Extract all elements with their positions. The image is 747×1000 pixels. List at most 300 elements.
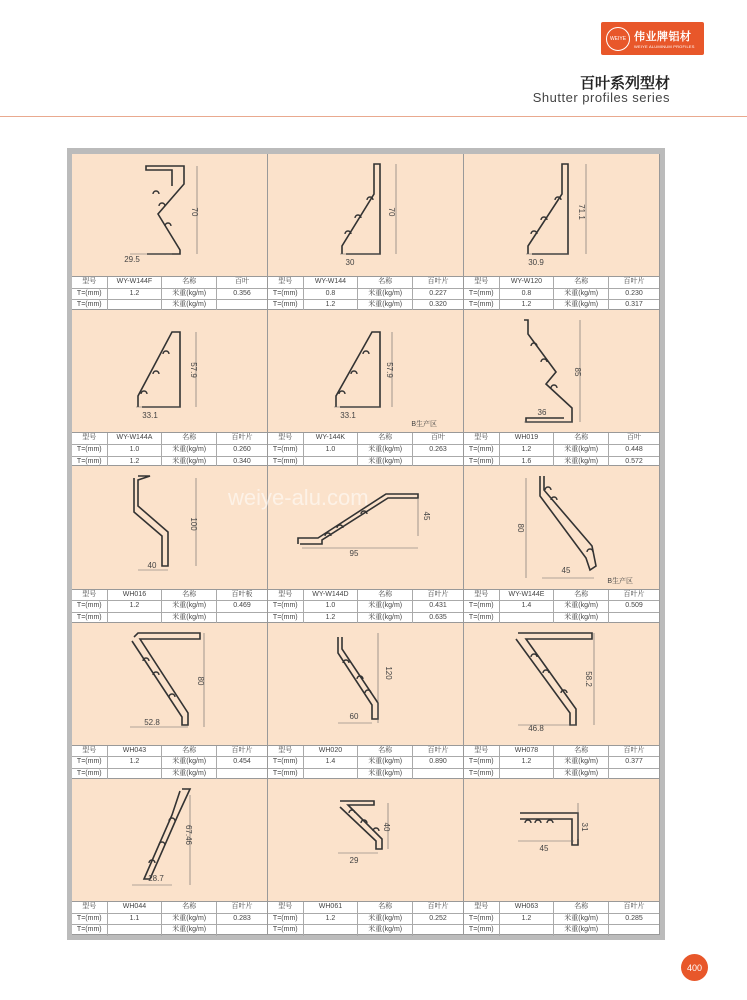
spec-cell: 名称 — [357, 746, 412, 757]
profile-outline — [516, 633, 592, 725]
spec-cell: 名称 — [357, 433, 412, 444]
dimension-width-label: 30 — [345, 258, 355, 267]
profile-hook — [141, 391, 147, 394]
profile-hook — [525, 820, 531, 823]
dimension-height-label: 45 — [422, 511, 431, 521]
profile-outline — [520, 813, 578, 845]
profile-outline — [144, 789, 190, 879]
spec-cell: T=(mm) — [272, 445, 298, 453]
spec-cell: T=(mm) — [272, 758, 298, 766]
spec-cell: 1.2 — [499, 757, 554, 768]
dimension-height-label: 80 — [196, 676, 205, 686]
spec-cell: 型号 — [278, 902, 293, 910]
spec-cell: 米重(kg/m) — [553, 925, 608, 936]
profile-grid — [72, 154, 660, 935]
spec-cell: 型号 — [82, 590, 97, 598]
spec-cell: 0.635 — [412, 613, 463, 624]
spec-row — [268, 902, 463, 914]
profile-spec-table — [72, 432, 267, 465]
spec-cell: 名称 — [553, 590, 608, 601]
spec-cell: 1.2 — [303, 613, 358, 624]
spec-cell: 0.572 — [608, 457, 659, 468]
profile-catalog-panel — [67, 148, 665, 940]
spec-cell: WH078 — [499, 746, 554, 757]
spec-cell: 名称 — [161, 590, 216, 601]
spec-cell: T=(mm) — [272, 289, 298, 297]
spec-cell: 米重(kg/m) — [161, 300, 216, 311]
spec-cell: 1.0 — [303, 445, 358, 456]
spec-cell: WY-W120 — [499, 277, 554, 288]
profile-card — [268, 154, 464, 310]
spec-cell: WY-W144F — [107, 277, 162, 288]
spec-cell: 1.4 — [303, 757, 358, 768]
profile-outline — [524, 320, 572, 422]
spec-cell: WY-W144A — [107, 433, 162, 444]
spec-cell: 1.2 — [107, 457, 162, 468]
spec-cell: 0.509 — [608, 601, 659, 612]
profile-outline — [146, 166, 184, 254]
profile-hook — [547, 820, 553, 823]
spec-row — [72, 289, 267, 301]
dimension-height-label: 70 — [190, 207, 199, 217]
profile-hook — [159, 203, 165, 206]
page-title-en: Shutter profiles series — [532, 90, 670, 105]
spec-cell: 0.8 — [499, 289, 554, 300]
profile-card — [464, 154, 660, 310]
spec-cell: 米重(kg/m) — [161, 289, 216, 300]
spec-cell: 型号 — [474, 590, 489, 598]
spec-cell — [412, 925, 463, 936]
spec-cell: WY-W144 — [303, 277, 358, 288]
dimension-height-label: 85 — [573, 367, 582, 377]
spec-cell: T=(mm) — [76, 914, 102, 922]
spec-cell — [107, 925, 162, 936]
spec-cell: 1.0 — [303, 601, 358, 612]
spec-cell: WH061 — [303, 902, 358, 913]
spec-cell: 百叶片 — [412, 590, 463, 601]
spec-cell: 米重(kg/m) — [161, 613, 216, 624]
spec-row — [464, 590, 659, 602]
dimension-width-label: 29.5 — [124, 255, 140, 264]
spec-cell: 米重(kg/m) — [357, 289, 412, 300]
profile-hook — [587, 549, 593, 552]
spec-cell: 米重(kg/m) — [553, 445, 608, 456]
spec-cell: 百叶片 — [216, 902, 267, 913]
profile-drawing — [464, 623, 659, 743]
dimension-height-label: 80 — [516, 523, 525, 533]
spec-row — [268, 914, 463, 926]
profile-drawing — [72, 154, 267, 274]
spec-cell: 0.263 — [412, 445, 463, 456]
spec-cell: 0.448 — [608, 445, 659, 456]
profile-card — [72, 154, 268, 310]
profile-outline — [132, 633, 200, 725]
dimension-height-label: 71.1 — [577, 204, 586, 220]
spec-cell: 米重(kg/m) — [357, 757, 412, 768]
spec-cell: T=(mm) — [468, 602, 494, 610]
spec-cell: 名称 — [161, 433, 216, 444]
spec-cell: WH044 — [107, 902, 162, 913]
spec-cell: 米重(kg/m) — [357, 613, 412, 624]
dimension-height-label: 100 — [189, 517, 198, 532]
spec-cell: 1.2 — [303, 914, 358, 925]
spec-cell: 米重(kg/m) — [357, 601, 412, 612]
spec-cell: 米重(kg/m) — [161, 769, 216, 780]
spec-cell: 0.431 — [412, 601, 463, 612]
spec-row — [72, 433, 267, 445]
spec-cell: 百叶 — [216, 277, 267, 288]
profile-outline — [540, 476, 596, 570]
spec-cell: 百叶 — [412, 433, 463, 444]
spec-row — [268, 601, 463, 613]
spec-cell: 名称 — [357, 902, 412, 913]
profile-drawing — [464, 779, 659, 899]
spec-cell: T=(mm) — [272, 602, 298, 610]
dimension-width-label: 30.9 — [528, 258, 544, 267]
spec-cell: 米重(kg/m) — [553, 601, 608, 612]
spec-cell: 名称 — [161, 277, 216, 288]
spec-row — [464, 277, 659, 289]
spec-cell: 名称 — [553, 746, 608, 757]
profile-hook — [351, 371, 357, 374]
spec-cell: 名称 — [161, 746, 216, 757]
spec-cell: T=(mm) — [272, 613, 298, 621]
spec-cell: 0.8 — [303, 289, 358, 300]
spec-row — [268, 277, 463, 289]
spec-cell: 0.283 — [216, 914, 267, 925]
profile-spec-table — [464, 745, 659, 778]
spec-cell: 0.285 — [608, 914, 659, 925]
profile-spec-table — [72, 276, 267, 309]
dimension-height-label: 31 — [580, 822, 589, 832]
spec-cell: 1.2 — [107, 601, 162, 612]
spec-cell: 型号 — [278, 590, 293, 598]
spec-row — [72, 914, 267, 926]
spec-cell: 百叶片 — [608, 590, 659, 601]
spec-cell: T=(mm) — [468, 445, 494, 453]
spec-cell: T=(mm) — [76, 457, 102, 465]
profile-card — [72, 310, 268, 466]
spec-cell: 米重(kg/m) — [161, 757, 216, 768]
spec-cell: WH019 — [499, 433, 554, 444]
watermark: weiye-alu.com — [228, 485, 369, 510]
spec-cell: 名称 — [357, 590, 412, 601]
profile-card — [464, 623, 660, 779]
profile-spec-table — [268, 745, 463, 778]
dimension-width-label: 28.7 — [148, 873, 164, 883]
profile-spec-table — [72, 589, 267, 622]
brand-tagline: WEIYE ALUMINUM PROFILES — [634, 44, 695, 49]
dimension-width-label: 33.1 — [142, 411, 158, 421]
spec-cell: 名称 — [357, 277, 412, 288]
profile-outline — [138, 332, 180, 407]
spec-cell: 0.454 — [216, 757, 267, 768]
spec-cell: 米重(kg/m) — [357, 457, 412, 468]
profile-spec-table — [72, 901, 267, 934]
spec-row — [72, 277, 267, 289]
spec-row — [268, 445, 463, 457]
spec-cell: T=(mm) — [76, 926, 102, 934]
profile-hook — [535, 820, 541, 823]
spec-cell: 名称 — [553, 902, 608, 913]
dimension-width-label: 29 — [349, 855, 359, 865]
spec-row — [268, 746, 463, 758]
profile-hook — [163, 351, 169, 354]
spec-cell: 0.227 — [412, 289, 463, 300]
production-zone-tag: B生产区 — [411, 421, 437, 429]
profile-hook — [153, 371, 159, 374]
profile-hook — [153, 191, 159, 194]
spec-cell: 型号 — [474, 434, 489, 442]
profile-card — [268, 779, 464, 935]
spec-row — [72, 601, 267, 613]
profile-card — [72, 779, 268, 935]
dimension-height-label: 57.9 — [189, 362, 198, 378]
spec-cell: 型号 — [474, 902, 489, 910]
spec-cell: 0.356 — [216, 289, 267, 300]
spec-cell: WH063 — [499, 902, 554, 913]
dimension-width-label: 45 — [539, 843, 549, 853]
spec-cell: T=(mm) — [468, 457, 494, 465]
dimension-height-label: 70 — [387, 207, 396, 217]
spec-cell: T=(mm) — [468, 301, 494, 309]
spec-row — [268, 590, 463, 602]
profile-drawing — [72, 623, 267, 743]
spec-cell: 1.2 — [499, 445, 554, 456]
spec-row — [464, 902, 659, 914]
profile-drawing — [464, 466, 659, 586]
profile-spec-table — [268, 901, 463, 934]
spec-cell: 0.890 — [412, 757, 463, 768]
profile-hook — [551, 385, 557, 388]
spec-cell: 1.2 — [107, 289, 162, 300]
spec-row — [464, 445, 659, 457]
spec-cell: 名称 — [553, 277, 608, 288]
profile-outline — [340, 801, 382, 849]
profile-drawing — [72, 779, 267, 899]
profile-hook — [545, 487, 551, 490]
profile-spec-table — [268, 432, 463, 465]
spec-cell: WH043 — [107, 746, 162, 757]
profile-spec-table — [464, 432, 659, 465]
spec-row — [464, 757, 659, 769]
spec-cell: 百叶片 — [608, 902, 659, 913]
spec-cell: 型号 — [474, 278, 489, 286]
profile-card — [268, 310, 464, 466]
spec-cell: 型号 — [278, 278, 293, 286]
spec-cell: 百叶片 — [608, 746, 659, 757]
spec-cell: 0.340 — [216, 457, 267, 468]
profile-spec-table — [268, 589, 463, 622]
profile-hook — [349, 810, 355, 813]
dimension-width-label: 36 — [537, 408, 547, 418]
spec-cell: 名称 — [161, 902, 216, 913]
spec-row — [268, 757, 463, 769]
brand-seal-icon — [606, 27, 630, 51]
spec-cell: 1.2 — [499, 914, 554, 925]
profile-drawing — [268, 623, 463, 743]
spec-cell: T=(mm) — [468, 289, 494, 297]
profile-hook — [543, 670, 549, 673]
spec-cell: 米重(kg/m) — [357, 300, 412, 311]
spec-cell: 1.1 — [107, 914, 162, 925]
spec-cell: 0.317 — [608, 300, 659, 311]
spec-row — [464, 433, 659, 445]
dimension-width-label: 45 — [561, 566, 571, 576]
profile-outline — [528, 164, 568, 254]
spec-cell: 型号 — [82, 434, 97, 442]
header-divider — [0, 116, 747, 117]
spec-cell: T=(mm) — [468, 613, 494, 621]
spec-cell: 米重(kg/m) — [553, 289, 608, 300]
profile-spec-table — [464, 589, 659, 622]
spec-cell: T=(mm) — [76, 301, 102, 309]
profile-card — [268, 623, 464, 779]
spec-row — [72, 925, 267, 936]
spec-cell: 米重(kg/m) — [161, 601, 216, 612]
profile-hook — [143, 658, 149, 661]
spec-cell: 百叶片 — [216, 433, 267, 444]
spec-cell — [499, 925, 554, 936]
profile-spec-table — [464, 276, 659, 309]
spec-cell: T=(mm) — [272, 769, 298, 777]
spec-cell: 0.252 — [412, 914, 463, 925]
profile-outline — [336, 332, 380, 407]
profile-hook — [541, 359, 547, 362]
brand-seal-text: WEIYE — [609, 35, 627, 42]
spec-cell: 米重(kg/m) — [357, 445, 412, 456]
profile-card — [464, 466, 660, 622]
dimension-height-label: 40 — [382, 822, 391, 832]
spec-cell: 1.4 — [499, 601, 554, 612]
spec-cell: 0.230 — [608, 289, 659, 300]
profile-card — [72, 623, 268, 779]
spec-cell: 百叶 — [608, 433, 659, 444]
profile-drawing — [268, 154, 463, 274]
page-number: 400 — [681, 954, 708, 981]
profile-hook — [531, 654, 537, 657]
spec-cell: WH016 — [107, 590, 162, 601]
spec-row — [464, 289, 659, 301]
spec-cell: WY-W144D — [303, 590, 358, 601]
dimension-width-label: 46.8 — [528, 723, 544, 733]
dimension-height-label: 58.2 — [584, 670, 593, 687]
spec-cell: 米重(kg/m) — [553, 613, 608, 624]
spec-cell: 百叶板 — [216, 590, 267, 601]
profile-spec-table — [72, 745, 267, 778]
spec-cell: 名称 — [553, 433, 608, 444]
spec-cell: 型号 — [474, 746, 489, 754]
spec-cell: 米重(kg/m) — [161, 445, 216, 456]
spec-cell: 1.0 — [107, 445, 162, 456]
spec-cell: T=(mm) — [272, 926, 298, 934]
profile-hook — [339, 391, 345, 394]
spec-cell: 1.2 — [303, 300, 358, 311]
spec-row — [268, 433, 463, 445]
profile-drawing — [268, 779, 463, 899]
spec-cell: 1.2 — [499, 300, 554, 311]
spec-cell: 米重(kg/m) — [357, 769, 412, 780]
spec-row — [268, 925, 463, 936]
spec-cell: 型号 — [82, 278, 97, 286]
spec-cell: T=(mm) — [76, 445, 102, 453]
profile-outline — [338, 637, 378, 719]
spec-cell: T=(mm) — [468, 769, 494, 777]
spec-cell: T=(mm) — [76, 613, 102, 621]
production-zone-tag: B生产区 — [607, 577, 633, 585]
spec-cell: 0.320 — [412, 300, 463, 311]
spec-cell: 型号 — [278, 746, 293, 754]
spec-cell: 米重(kg/m) — [553, 769, 608, 780]
profile-spec-table — [464, 901, 659, 934]
spec-row — [268, 289, 463, 301]
spec-cell: T=(mm) — [76, 602, 102, 610]
dimension-height-label: 57.9 — [385, 362, 394, 378]
spec-cell: 米重(kg/m) — [357, 914, 412, 925]
spec-cell: T=(mm) — [272, 914, 298, 922]
spec-row — [72, 590, 267, 602]
profile-spec-table — [268, 276, 463, 309]
spec-cell: 1.6 — [499, 457, 554, 468]
spec-cell: 米重(kg/m) — [553, 757, 608, 768]
spec-cell: T=(mm) — [76, 758, 102, 766]
spec-cell: 百叶片 — [412, 902, 463, 913]
profile-hook — [363, 351, 369, 354]
spec-cell: 型号 — [278, 434, 293, 442]
dimension-width-label: 40 — [147, 561, 157, 571]
profile-outline — [134, 476, 168, 566]
spec-cell: WY-W144E — [499, 590, 554, 601]
spec-cell: T=(mm) — [468, 926, 494, 934]
spec-cell: 米重(kg/m) — [553, 300, 608, 311]
dimension-width-label: 95 — [349, 549, 359, 559]
profile-card — [464, 779, 660, 935]
brand-logo — [601, 22, 704, 55]
spec-cell: 米重(kg/m) — [161, 914, 216, 925]
spec-cell: 百叶片 — [216, 746, 267, 757]
spec-cell: T=(mm) — [272, 301, 298, 309]
spec-cell: 百叶片 — [412, 277, 463, 288]
spec-cell — [303, 925, 358, 936]
spec-row — [72, 902, 267, 914]
spec-row — [464, 601, 659, 613]
dimension-height-label: 67.46 — [184, 824, 193, 845]
spec-cell — [216, 925, 267, 936]
dimension-width-label: 33.1 — [340, 411, 356, 421]
spec-cell: T=(mm) — [272, 457, 298, 465]
spec-row — [464, 914, 659, 926]
spec-cell: 米重(kg/m) — [553, 914, 608, 925]
spec-cell: 0.260 — [216, 445, 267, 456]
spec-cell: 米重(kg/m) — [553, 457, 608, 468]
spec-row — [72, 757, 267, 769]
spec-cell: WY-144K — [303, 433, 358, 444]
spec-cell: T=(mm) — [468, 758, 494, 766]
spec-row — [464, 746, 659, 758]
spec-cell: 米重(kg/m) — [161, 925, 216, 936]
profile-outline — [342, 164, 380, 254]
spec-cell — [608, 925, 659, 936]
spec-cell: 0.377 — [608, 757, 659, 768]
spec-cell: 百叶片 — [608, 277, 659, 288]
spec-cell: 型号 — [82, 746, 97, 754]
profile-drawing — [72, 310, 267, 430]
spec-cell: T=(mm) — [468, 914, 494, 922]
profile-card — [464, 310, 660, 466]
spec-row — [72, 445, 267, 457]
spec-row — [72, 746, 267, 758]
profile-drawing — [464, 154, 659, 274]
